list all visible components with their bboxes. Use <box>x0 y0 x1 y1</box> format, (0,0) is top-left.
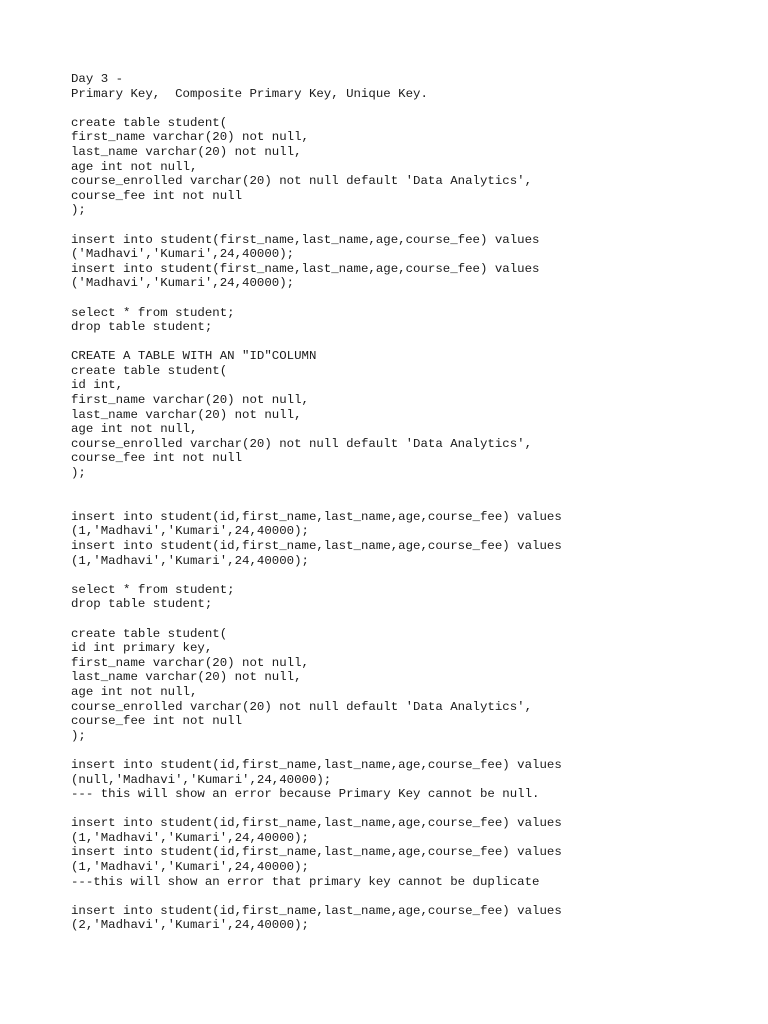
text-line: insert into student(id,first_name,last_name,age,course_fee) values <box>71 539 562 553</box>
text-line: ); <box>71 728 86 743</box>
document-page <box>71 72 748 933</box>
blank-line <box>71 291 748 306</box>
text-line: course_enrolled varchar(20) not null default 'Data Analytics', <box>71 436 533 451</box>
text-line: first_name varchar(20) not null, <box>71 655 309 670</box>
text-line: course_fee int not null <box>71 188 243 203</box>
text-line: Day 3 - <box>71 72 124 86</box>
text-line: ); <box>71 466 86 481</box>
text-line: id int primary key, <box>71 641 213 656</box>
blank-line <box>71 481 748 496</box>
text-line: age int not null, <box>71 684 198 699</box>
blank-line <box>71 495 748 510</box>
blank-line <box>71 802 748 817</box>
text-line: last_name varchar(20) not null, <box>71 670 302 685</box>
text-line: last_name varchar(20) not null, <box>71 407 302 422</box>
text-line: CREATE A TABLE WITH AN "ID"COLUMN <box>71 349 317 364</box>
text-line: create table student( <box>71 626 228 641</box>
blank-line <box>71 612 748 627</box>
text-line: (1,'Madhavi','Kumari',24,40000); <box>71 860 309 875</box>
text-line: (1,'Madhavi','Kumari',24,40000); <box>71 830 309 845</box>
text-line: first_name varchar(20) not null, <box>71 130 309 145</box>
text-line: course_enrolled varchar(20) not null default 'Data Analytics', <box>71 174 533 189</box>
blank-line <box>71 743 748 758</box>
text-line: course_enrolled varchar(20) not null default 'Data Analytics', <box>71 699 533 714</box>
blank-line <box>71 889 748 904</box>
text-line: last_name varchar(20) not null, <box>71 144 302 159</box>
text-line: course_fee int not null <box>71 451 243 466</box>
text-line: insert into student(first_name,last_name,age,course_fee) values <box>71 261 540 276</box>
blank-line <box>71 568 748 583</box>
text-line: Primary Key, Composite Primary Key, Unique Key. <box>71 86 428 101</box>
text-line: (1,'Madhavi','Kumari',24,40000); <box>71 524 309 539</box>
text-line: insert into student(id,first_name,last_name,age,course_fee) values <box>71 509 562 524</box>
text-line: ('Madhavi','Kumari',24,40000); <box>71 276 295 291</box>
text-line: id int, <box>71 378 124 393</box>
text-line: insert into student(id,first_name,last_name,age,course_fee) values <box>71 816 562 831</box>
text-line: insert into student(id,first_name,last_name,age,course_fee) values <box>71 757 562 772</box>
text-line: --- this will show an error because Primary Key cannot be null. <box>71 787 540 802</box>
blank-line <box>71 335 748 350</box>
text-line: first_name varchar(20) not null, <box>71 393 309 408</box>
blank-line <box>71 218 748 233</box>
text-line: create table student( <box>71 115 228 130</box>
text-line: drop table student; <box>71 597 213 612</box>
text-line: (1,'Madhavi','Kumari',24,40000); <box>71 553 309 568</box>
text-line: insert into student(first_name,last_name,age,course_fee) values <box>71 232 540 247</box>
text-line: ---this will show an error that primary key cannot be duplicate <box>71 874 540 889</box>
text-line: ('Madhavi','Kumari',24,40000); <box>71 247 295 262</box>
text-line: select * from student; <box>71 582 235 597</box>
text-line: (null,'Madhavi','Kumari',24,40000); <box>71 772 332 787</box>
text-line: course_fee int not null <box>71 714 243 729</box>
text-line: insert into student(id,first_name,last_name,age,course_fee) values <box>71 903 562 918</box>
text-line: (2,'Madhavi','Kumari',24,40000); <box>71 918 309 933</box>
text-line: drop table student; <box>71 320 213 335</box>
text-line: insert into student(id,first_name,last_name,age,course_fee) values <box>71 845 562 860</box>
text-line: age int not null, <box>71 159 198 174</box>
text-line: select * from student; <box>71 305 235 320</box>
text-line: age int not null, <box>71 422 198 437</box>
text-line: create table student( <box>71 363 228 378</box>
blank-line <box>71 101 748 116</box>
text-line: ); <box>71 203 86 218</box>
